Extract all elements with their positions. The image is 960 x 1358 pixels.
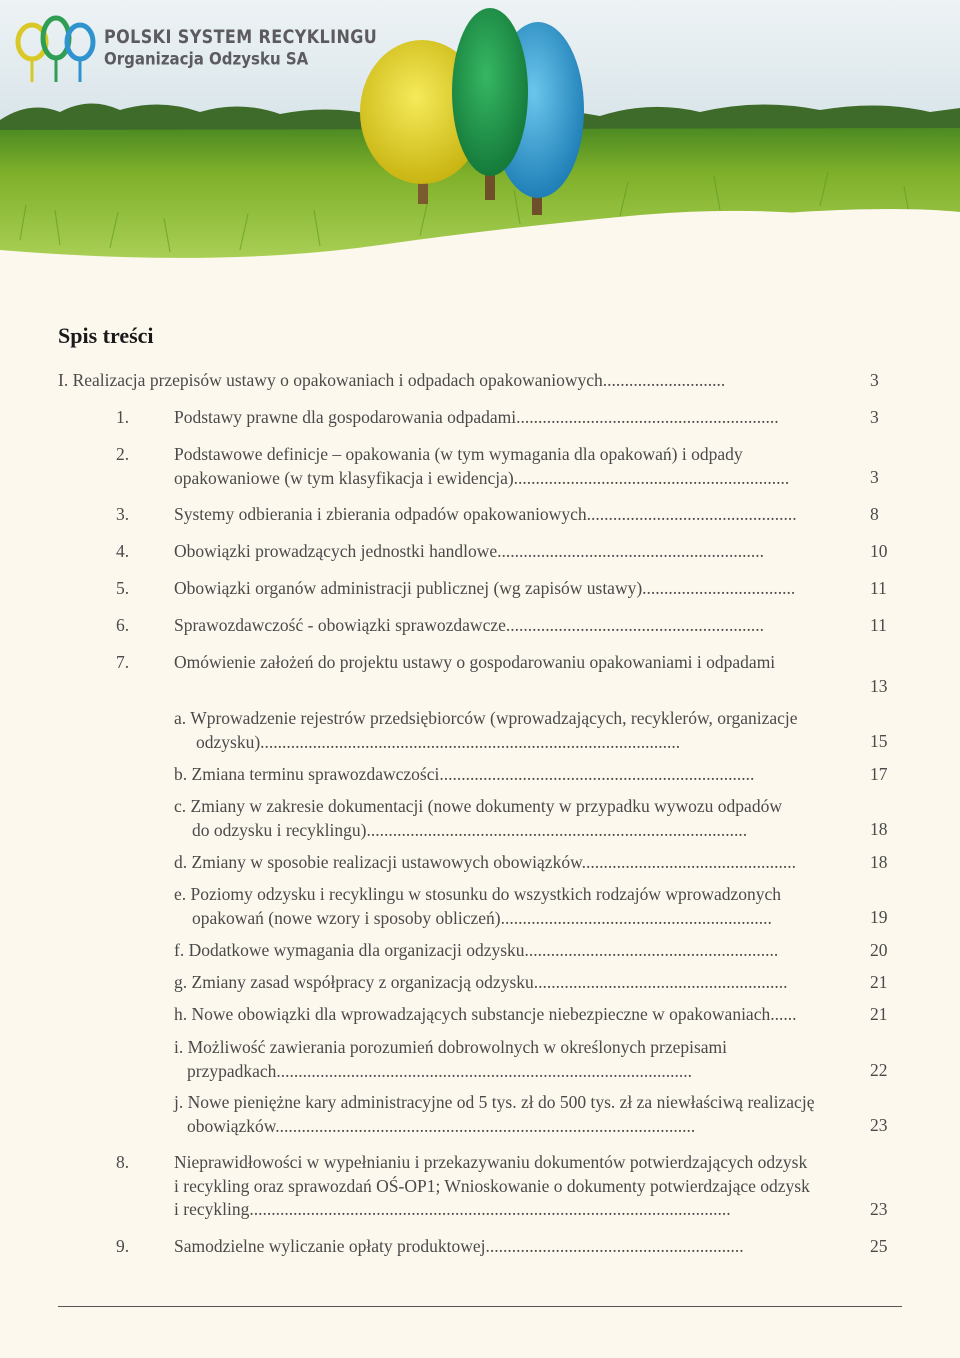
toc-page-number: 23 [870, 1115, 888, 1135]
toc-page-number: 15 [870, 731, 888, 751]
toc-dot-leader: ......................................................... [528, 940, 779, 960]
toc-entry-text: i recykling. [174, 1199, 254, 1219]
toc-entry-text-line2: i recykling oraz sprawozdań OŚ-OP1; Wnioskowanie o dokumenty potwierdzające odzysk [174, 1175, 810, 1196]
toc-page-number: 21 [870, 1004, 888, 1024]
toc-entry-text: Sprawozdawczość - obowiązki sprawozdawcze. [174, 615, 511, 635]
toc-entry-text-line1: a. Wprowadzenie rejestrów przedsiębiorców (wprowadzających, recyklerów, organizacje [174, 708, 798, 728]
toc-entry-text: Podstawy prawne dla gospodarowania odpadami. [174, 407, 521, 427]
toc-dot-leader: ....................................................................... [443, 764, 755, 784]
toc-dot-leader: ........................................................... [520, 407, 779, 427]
toc-page-number: 3 [870, 370, 879, 390]
toc-page-number: 20 [870, 940, 888, 960]
toc-page-number: 10 [870, 541, 888, 561]
toc-entry-text: h. Nowe obowiązki dla wprowadzających substancje niebezpieczne w opakowaniach. [174, 1004, 775, 1024]
toc-entry-text-line1: j. Nowe pieniężne kary administracyjne od 5 tys. zł do 500 tys. zł za niewłaściwą realizację [174, 1092, 815, 1112]
toc-entry-text: do odzysku i recyklingu). [192, 819, 371, 840]
toc-entry-number: 5. [116, 578, 130, 598]
company-logo [14, 12, 377, 84]
toc-entry-text: Obowiązki prowadzących jednostki handlowe. [174, 541, 502, 561]
toc-entry-text: opakowań (nowe wzory i sposoby obliczeń). [192, 907, 505, 928]
toc-dot-leader: ............................................................................................................. [253, 1199, 731, 1219]
toc-entry-text: g. Zmiany zasad współpracy z organizacją odzysku. [174, 972, 539, 992]
toc-page-number: 22 [870, 1060, 888, 1080]
toc-page-number: 17 [870, 764, 888, 784]
toc-dot-leader: .......................................................... [510, 615, 764, 635]
toc-entry-text: d. Zmiany w sposobie realizacji ustawowych obowiązków. [174, 852, 586, 872]
toc-page-number: 11 [870, 615, 887, 635]
toc-page-number: 11 [870, 578, 887, 598]
toc-dot-leader: ............................................................ [501, 541, 765, 561]
toc-dot-leader: .................................. [646, 578, 796, 598]
toc-entry-number: 3. [116, 504, 130, 524]
toc-entry-text-line1: Nieprawidłowości w wypełnianiu i przekazywaniu dokumentów potwierdzających odzysk [174, 1152, 808, 1172]
toc-page-number: 13 [870, 676, 888, 696]
toc-entry-text: przypadkach. [187, 1060, 281, 1081]
toc-dot-leader: ......................................................... [538, 972, 788, 992]
brand-subtitle: Organizacja Odzysku SA [104, 48, 309, 70]
brand-name: POLSKI SYSTEM RECYKLINGU [104, 25, 378, 48]
toc-entry-number: 1. [116, 407, 130, 427]
toc-entry-text: Samodzielne wyliczanie opłaty produktowej. [174, 1236, 490, 1256]
toc-entry-number: 4. [116, 541, 130, 561]
toc-dot-leader: .............................................................................................. [280, 1060, 693, 1081]
toc-entry-text-line1: i. Możliwość zawierania porozumień dobrowolnych w określonych przepisami [174, 1037, 728, 1057]
logo-emblem [14, 12, 96, 84]
toc-page-number: 3 [870, 407, 879, 427]
toc-dot-leader: ...................................................................................... [370, 819, 748, 840]
toc-entry-text: obowiązków. [187, 1115, 280, 1136]
toc-page-number: 25 [870, 1236, 888, 1256]
toc-entry-number: 9. [116, 1236, 130, 1256]
toc-entry-text: Obowiązki organów administracji publicznej (wg zapisów ustawy). [174, 578, 647, 598]
toc-entry-number: 7. [116, 652, 130, 672]
toc-page-number: 18 [870, 819, 888, 839]
toc-entry-number: 6. [116, 615, 130, 635]
toc-entry-text: I. Realizacja przepisów ustawy o opakowaniach i odpadach opakowaniowych. [58, 370, 608, 390]
toc-entry-text: odzysku). [196, 731, 265, 752]
footer-divider [58, 1306, 902, 1307]
toc-dot-leader: .............................................................. [518, 467, 790, 488]
toc-dot-leader: ............................................................................................... [264, 731, 681, 752]
toc-entry-text: b. Zmiana terminu sprawozdawczości. [174, 764, 444, 784]
toc-entry-text-line1: e. Poziomy odzysku i recyklingu w stosunku do wszystkich rodzajów wprowadzonych [174, 884, 782, 904]
toc-entry-text: f. Dodatkowe wymagania dla organizacji odzysku. [174, 940, 529, 960]
toc-entry-text-line1: Podstawowe definicje – opakowania (w tym wymagania dla opakowań) i odpady [174, 444, 743, 464]
toc-page-number: 8 [870, 504, 879, 524]
toc-dot-leader: ..... [774, 1004, 797, 1024]
toc-page-number: 19 [870, 907, 888, 927]
toc-dot-leader: .......................................................... [489, 1236, 744, 1256]
toc-dot-leader: ............................................................. [504, 907, 772, 928]
toc-entry-number: 8. [116, 1152, 130, 1172]
toc-page-number: 23 [870, 1199, 888, 1219]
toc-page-number: 3 [870, 467, 879, 487]
recycling-trees-icon [14, 12, 96, 84]
toc-dot-leader: ............................................................................................... [279, 1115, 696, 1136]
header-banner [0, 0, 960, 300]
toc-dot-leader: ................................................ [585, 852, 796, 872]
toc-page-number: 18 [870, 852, 888, 872]
toc-dot-leader: ........................... [607, 370, 726, 390]
toc-entry-text: Omówienie założeń do projektu ustawy o gospodarowaniu opakowaniami i odpadami [174, 652, 776, 672]
toc-title: Spis treści [58, 323, 154, 348]
toc-dot-leader: ............................................... [590, 504, 797, 524]
toc-page-number: 21 [870, 972, 888, 992]
toc-entry-text-line1: c. Zmiany w zakresie dokumentacji (nowe dokumenty w przypadku wywozu odpadów [174, 796, 782, 816]
toc-entry-text: opakowaniowe (w tym klasyfikacja i ewidencja). [174, 467, 519, 488]
toc-entry-number: 2. [116, 444, 130, 464]
toc-entry-text: Systemy odbierania i zbierania odpadów opakowaniowych. [174, 504, 591, 524]
